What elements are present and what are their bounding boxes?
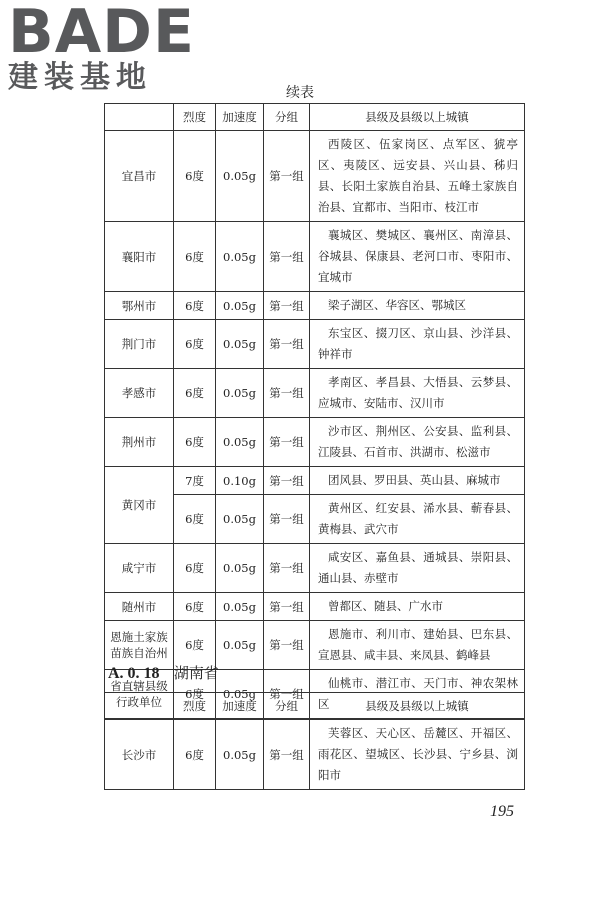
city-cell: 省直辖县级行政单位 bbox=[105, 670, 174, 719]
group-cell: 第一组 bbox=[264, 495, 310, 544]
table-row bbox=[105, 720, 525, 790]
acceleration-cell: 0.05g bbox=[216, 131, 264, 222]
towns-cell: 黄州区、红安县、浠水县、蕲春县、黄梅县、武穴市 bbox=[310, 495, 525, 544]
page-number: 195 bbox=[490, 803, 514, 820]
group-cell: 第一组 bbox=[264, 720, 310, 790]
logo-subtitle: 建装基地 bbox=[8, 60, 152, 95]
acceleration-cell: 0.05g bbox=[216, 222, 264, 292]
acceleration-cell: 0.05g bbox=[216, 670, 264, 719]
table-caption: 续表 bbox=[286, 85, 314, 101]
intensity-cell: 6度 bbox=[174, 544, 216, 593]
acceleration-cell: 0.05g bbox=[216, 320, 264, 369]
towns-cell: 孝南区、孝昌县、大悟县、云梦县、应城市、安陆市、汉川市 bbox=[310, 369, 525, 418]
towns-cell: 梁子湖区、华容区、鄂城区 bbox=[310, 292, 525, 320]
table-header-row bbox=[105, 693, 525, 720]
towns-cell: 芙蓉区、天心区、岳麓区、开福区、雨花区、望城区、长沙县、宁乡县、浏阳市 bbox=[310, 720, 525, 790]
towns-cell: 团风县、罗田县、英山县、麻城市 bbox=[310, 467, 525, 495]
towns-cell: 沙市区、荆州区、公安县、监利县、江陵县、石首市、洪湖市、松滋市 bbox=[310, 418, 525, 467]
table-row bbox=[105, 593, 525, 621]
group-cell: 第一组 bbox=[264, 131, 310, 222]
group-cell: 第一组 bbox=[264, 670, 310, 719]
acceleration-cell: 0.05g bbox=[216, 369, 264, 418]
header-acceleration: 加速度 bbox=[216, 104, 264, 131]
header-intensity: 烈度 bbox=[174, 104, 216, 131]
city-cell: 荆门市 bbox=[105, 320, 174, 369]
intensity-cell: 6度 bbox=[174, 131, 216, 222]
intensity-cell: 6度 bbox=[174, 222, 216, 292]
acceleration-cell: 0.05g bbox=[216, 593, 264, 621]
group-cell: 第一组 bbox=[264, 369, 310, 418]
intensity-cell: 6度 bbox=[174, 320, 216, 369]
intensity-cell: 6度 bbox=[174, 593, 216, 621]
intensity-cell: 6度 bbox=[174, 292, 216, 320]
city-cell: 黄冈市 bbox=[105, 467, 174, 544]
table-row bbox=[105, 369, 525, 418]
acceleration-cell: 0.05g bbox=[216, 544, 264, 593]
table-row bbox=[105, 320, 525, 369]
table-header-row bbox=[105, 104, 525, 131]
header-towns: 县级及县级以上城镇 bbox=[310, 693, 525, 720]
group-cell: 第一组 bbox=[264, 292, 310, 320]
section-number: A. 0. 18 bbox=[108, 665, 160, 682]
towns-cell: 东宝区、掇刀区、京山县、沙洋县、钟祥市 bbox=[310, 320, 525, 369]
table-row bbox=[105, 418, 525, 467]
group-cell: 第一组 bbox=[264, 222, 310, 292]
logo-wordmark: BADE bbox=[8, 0, 195, 67]
header-acceleration: 加速度 bbox=[216, 693, 264, 720]
intensity-cell: 7度 bbox=[174, 467, 216, 495]
intensity-cell: 6度 bbox=[174, 369, 216, 418]
intensity-cell: 6度 bbox=[174, 670, 216, 719]
group-cell: 第一组 bbox=[264, 320, 310, 369]
intensity-cell: 6度 bbox=[174, 418, 216, 467]
city-cell: 长沙市 bbox=[105, 720, 174, 790]
towns-cell: 恩施市、利川市、建始县、巴东县、宣恩县、咸丰县、来凤县、鹤峰县 bbox=[310, 621, 525, 670]
header-group: 分组 bbox=[264, 104, 310, 131]
city-cell: 随州市 bbox=[105, 593, 174, 621]
table-row bbox=[105, 222, 525, 292]
group-cell: 第一组 bbox=[264, 621, 310, 670]
header-city bbox=[105, 693, 174, 720]
section-heading bbox=[108, 662, 219, 683]
acceleration-cell: 0.10g bbox=[216, 467, 264, 495]
towns-cell: 咸安区、嘉鱼县、通城县、崇阳县、通山县、赤壁市 bbox=[310, 544, 525, 593]
header-group: 分组 bbox=[264, 693, 310, 720]
group-cell: 第一组 bbox=[264, 544, 310, 593]
header-intensity: 烈度 bbox=[174, 693, 216, 720]
towns-cell: 襄城区、樊城区、襄州区、南漳县、谷城县、保康县、老河口市、枣阳市、宜城市 bbox=[310, 222, 525, 292]
group-cell: 第一组 bbox=[264, 467, 310, 495]
city-cell: 襄阳市 bbox=[105, 222, 174, 292]
table-row bbox=[105, 292, 525, 320]
section-title: 湖南省 bbox=[173, 664, 219, 682]
header-city bbox=[105, 104, 174, 131]
table-row bbox=[105, 544, 525, 593]
acceleration-cell: 0.05g bbox=[216, 418, 264, 467]
towns-cell: 仙桃市、潜江市、天门市、神农架林区 bbox=[310, 670, 525, 719]
acceleration-cell: 0.05g bbox=[216, 495, 264, 544]
acceleration-cell: 0.05g bbox=[216, 621, 264, 670]
table-row bbox=[105, 467, 525, 495]
intensity-cell: 6度 bbox=[174, 621, 216, 670]
group-cell: 第一组 bbox=[264, 593, 310, 621]
city-cell: 荆州市 bbox=[105, 418, 174, 467]
group-cell: 第一组 bbox=[264, 418, 310, 467]
city-cell: 鄂州市 bbox=[105, 292, 174, 320]
towns-cell: 西陵区、伍家岗区、点军区、猇亭区、夷陵区、远安县、兴山县、秭归县、长阳土家族自治县、五峰土家族自治县、宜都市、当阳市、枝江市 bbox=[310, 131, 525, 222]
city-cell: 咸宁市 bbox=[105, 544, 174, 593]
table-row bbox=[105, 131, 525, 222]
acceleration-cell: 0.05g bbox=[216, 720, 264, 790]
hunan-seismic-table bbox=[104, 692, 525, 790]
city-cell: 宜昌市 bbox=[105, 131, 174, 222]
city-cell: 孝感市 bbox=[105, 369, 174, 418]
acceleration-cell: 0.05g bbox=[216, 292, 264, 320]
towns-cell: 曾都区、随县、广水市 bbox=[310, 593, 525, 621]
hubei-seismic-table bbox=[104, 103, 525, 719]
city-cell: 恩施土家族苗族自治州 bbox=[105, 621, 174, 670]
intensity-cell: 6度 bbox=[174, 495, 216, 544]
intensity-cell: 6度 bbox=[174, 720, 216, 790]
header-towns: 县级及县级以上城镇 bbox=[310, 104, 525, 131]
